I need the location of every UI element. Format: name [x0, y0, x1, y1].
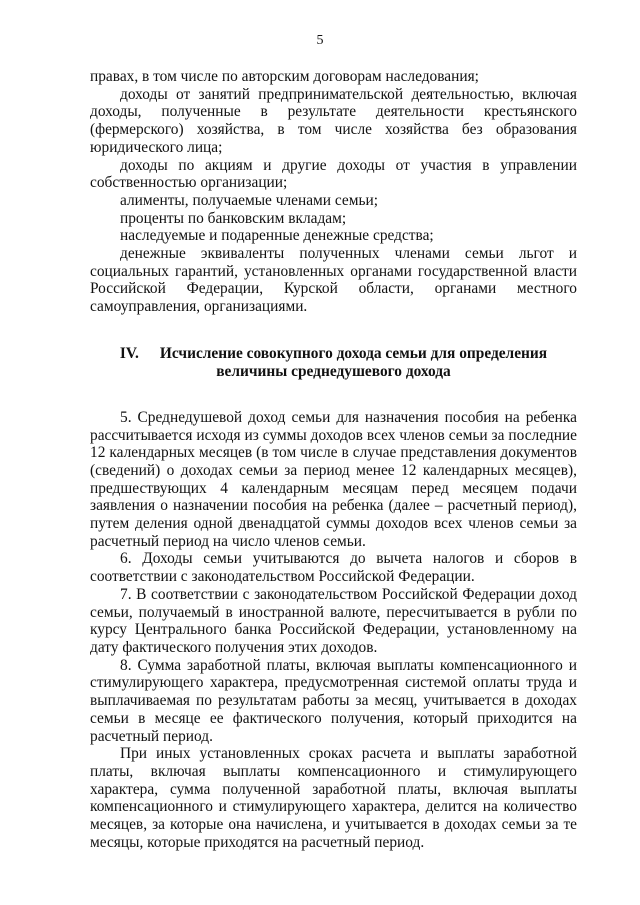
section-heading — [90, 345, 577, 381]
section-heading-line1 — [90, 345, 577, 363]
section-title-part2: величины среднедушевого дохода — [216, 362, 451, 380]
section-body — [90, 409, 577, 852]
paragraph: При иных установленных сроках расчета и выплаты заработной платы, включая выплаты компенсационного и стимулирующего характера, сумма полученной заработной платы, включая выплаты компенсационного и стимулирующего характера, делится на количество месяцев, за которые она начислена, и учитывается в доходах семьи за те месяцы, которые приходятся на расчетный период. — [90, 745, 577, 851]
paragraph: 7. В соответствии с законодательством Российской Федерации доход семьи, получаемый в иностранной валюте, пересчитывается в рубли по курсу Центрального банка Российской Федерации, установленному на дату фактического получения этих доходов. — [90, 585, 577, 656]
paragraph: 5. Среднедушевой доход семьи для назначения пособия на ребенка рассчитывается исходя из суммы доходов всех членов семьи за последние 12 календарных месяцев (в том числе в случае представления документов (сведений) о доходах семьи за период менее 12 календарных месяцев), предшествующих 4 календарным месяцам перед месяцем подачи заявления о назначении пособия на ребенка (далее – расчетный период), путем деления одной двенадцатой суммы доходов всех членов семьи за расчетный период на число членов семьи. — [90, 408, 577, 550]
section-numeral: IV. — [119, 344, 139, 362]
paragraph: наследуемые и подаренные денежные средства; — [120, 227, 434, 245]
document-body — [90, 68, 577, 851]
paragraph: доходы по акциям и другие доходы от участия в управлении собственностью организации; — [90, 156, 577, 192]
paragraph: 8. Сумма заработной платы, включая выплаты компенсационного и стимулирующего характера, предусмотренная системой оплаты труда и выплачиваемая по результатам работы за месяц, учитывается в доходах семьи в месяце ее фактического получения, который приходится на расчетный период. — [90, 656, 577, 745]
paragraph: 6. Доходы семьи учитываются до вычета налогов и сборов в соответствии с законодательством Российской Федерации. — [90, 550, 577, 586]
paragraph: доходы от занятий предпринимательской деятельностью, включая доходы, полученные в результате деятельности крестьянского (фермерского) хозяйства, в том числе хозяйства без образования юридического лица; — [90, 85, 577, 156]
section-title-part1: Исчисление совокупного дохода семьи для определения — [159, 344, 548, 362]
page-number: 5 — [316, 33, 324, 48]
paragraph: проценты по банковским вкладам; — [120, 209, 347, 227]
paragraph: алименты, получаемые членами семьи; — [120, 191, 378, 209]
paragraph: правах, в том числе по авторским договорам наследования; — [90, 68, 479, 85]
paragraph: денежные эквиваленты полученных членами семьи льгот и социальных гарантий, установленных органами государственной власти Российской Федерации, Курской области, органами местного самоуправления, организациями. — [90, 245, 577, 316]
income-list — [90, 68, 577, 316]
